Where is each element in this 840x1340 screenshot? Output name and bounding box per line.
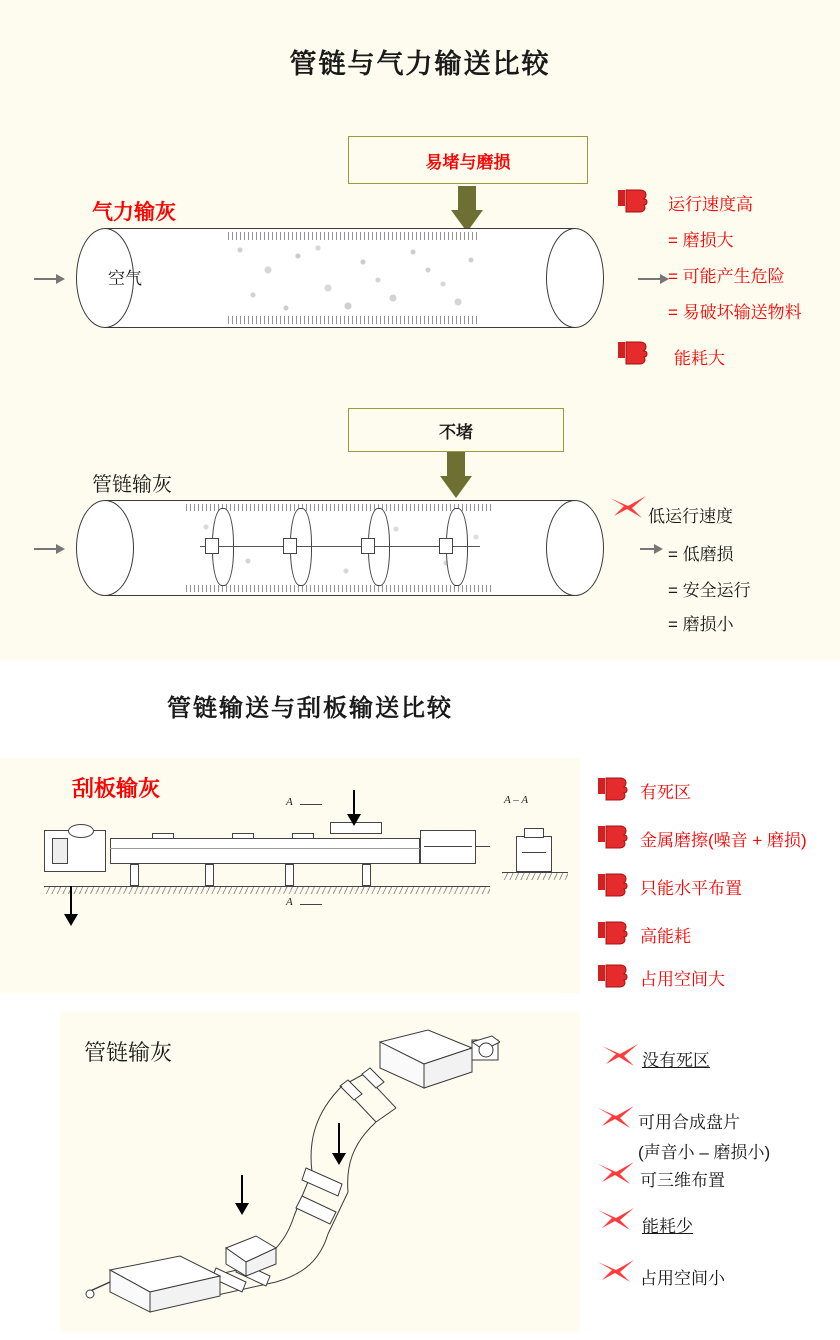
thumb-down-icon-4 bbox=[596, 824, 630, 850]
tube-chain-point-1: 没有死区 bbox=[642, 1051, 710, 1070]
pneumatic-point-2: = 磨损大 bbox=[668, 231, 734, 250]
section2-title: 管链输送与刮板输送比较 bbox=[167, 695, 453, 722]
thumb-down-icon-2 bbox=[616, 340, 650, 366]
thumb-down-icon-7 bbox=[596, 963, 630, 989]
pneumatic-callout-box: 易堵与磨损 bbox=[348, 136, 588, 184]
scraper-point-4: 高能耗 bbox=[640, 927, 691, 946]
pneumatic-point-5: 能耗大 bbox=[674, 349, 725, 368]
scraper-point-5: 占用空间大 bbox=[640, 970, 725, 989]
sparkle-icon-1 bbox=[608, 494, 648, 520]
tube-chain-point-3: (声音小 – 磨损小) bbox=[638, 1143, 771, 1162]
sparkle-icon-4 bbox=[596, 1160, 636, 1186]
tube-chain-point-4: 可三维布置 bbox=[640, 1171, 725, 1190]
section-mark-a-top: A bbox=[286, 796, 293, 808]
thumb-down-icon-1 bbox=[616, 188, 650, 214]
flow-arrow-icon-right1 bbox=[638, 274, 669, 284]
flow-arrow-icon-left2 bbox=[34, 544, 65, 554]
section-mark-a-bottom: A bbox=[286, 896, 293, 908]
chain-conveying-label: 管链输灰 bbox=[92, 474, 172, 496]
chain-point-4: = 磨损小 bbox=[668, 615, 734, 634]
tube-chain-point-5: 能耗少 bbox=[642, 1217, 693, 1236]
sparkle-icon-5 bbox=[596, 1206, 636, 1232]
chain-callout-box: 不堵 bbox=[348, 408, 564, 452]
sparkle-icon-6 bbox=[596, 1258, 636, 1284]
tube-chain-point-6: 占用空间小 bbox=[640, 1269, 725, 1288]
scraper-point-1: 有死区 bbox=[640, 783, 691, 802]
scraper-point-2: 金属磨擦(噪音 + 磨损) bbox=[640, 831, 807, 850]
chain-conveying-label-2: 管链输灰 bbox=[84, 1040, 173, 1065]
scraper-point-3: 只能水平布置 bbox=[640, 879, 742, 898]
thumb-down-icon-3 bbox=[596, 776, 630, 802]
section-mark-a-a: A – A bbox=[504, 794, 529, 806]
pneumatic-point-1: 运行速度高 bbox=[668, 195, 753, 214]
pneumatic-point-4: = 易破坏输送物料 bbox=[668, 303, 802, 322]
flow-arrow-icon-right2 bbox=[640, 544, 663, 554]
tube-chain-point-2: 可用合成盘片 bbox=[638, 1113, 740, 1132]
sparkle-icon-3 bbox=[596, 1104, 636, 1130]
pneumatic-point-3: = 可能产生危险 bbox=[668, 267, 785, 286]
page-title: 管链与气力输送比较 bbox=[289, 49, 551, 79]
pneumatic-conveying-label: 气力输灰 bbox=[92, 201, 176, 224]
thumb-down-icon-6 bbox=[596, 920, 630, 946]
thumb-down-icon-5 bbox=[596, 872, 630, 898]
flow-arrow-icon-left1 bbox=[34, 274, 65, 284]
chain-point-3: = 安全运行 bbox=[668, 581, 751, 600]
chain-point-1: 低运行速度 bbox=[648, 507, 733, 526]
sparkle-icon-2 bbox=[600, 1042, 640, 1068]
chain-point-2: = 低磨损 bbox=[668, 545, 734, 564]
pipe-inner-air-label: 空气 bbox=[108, 269, 142, 288]
scraper-conveying-label: 刮板输灰 bbox=[72, 776, 161, 801]
